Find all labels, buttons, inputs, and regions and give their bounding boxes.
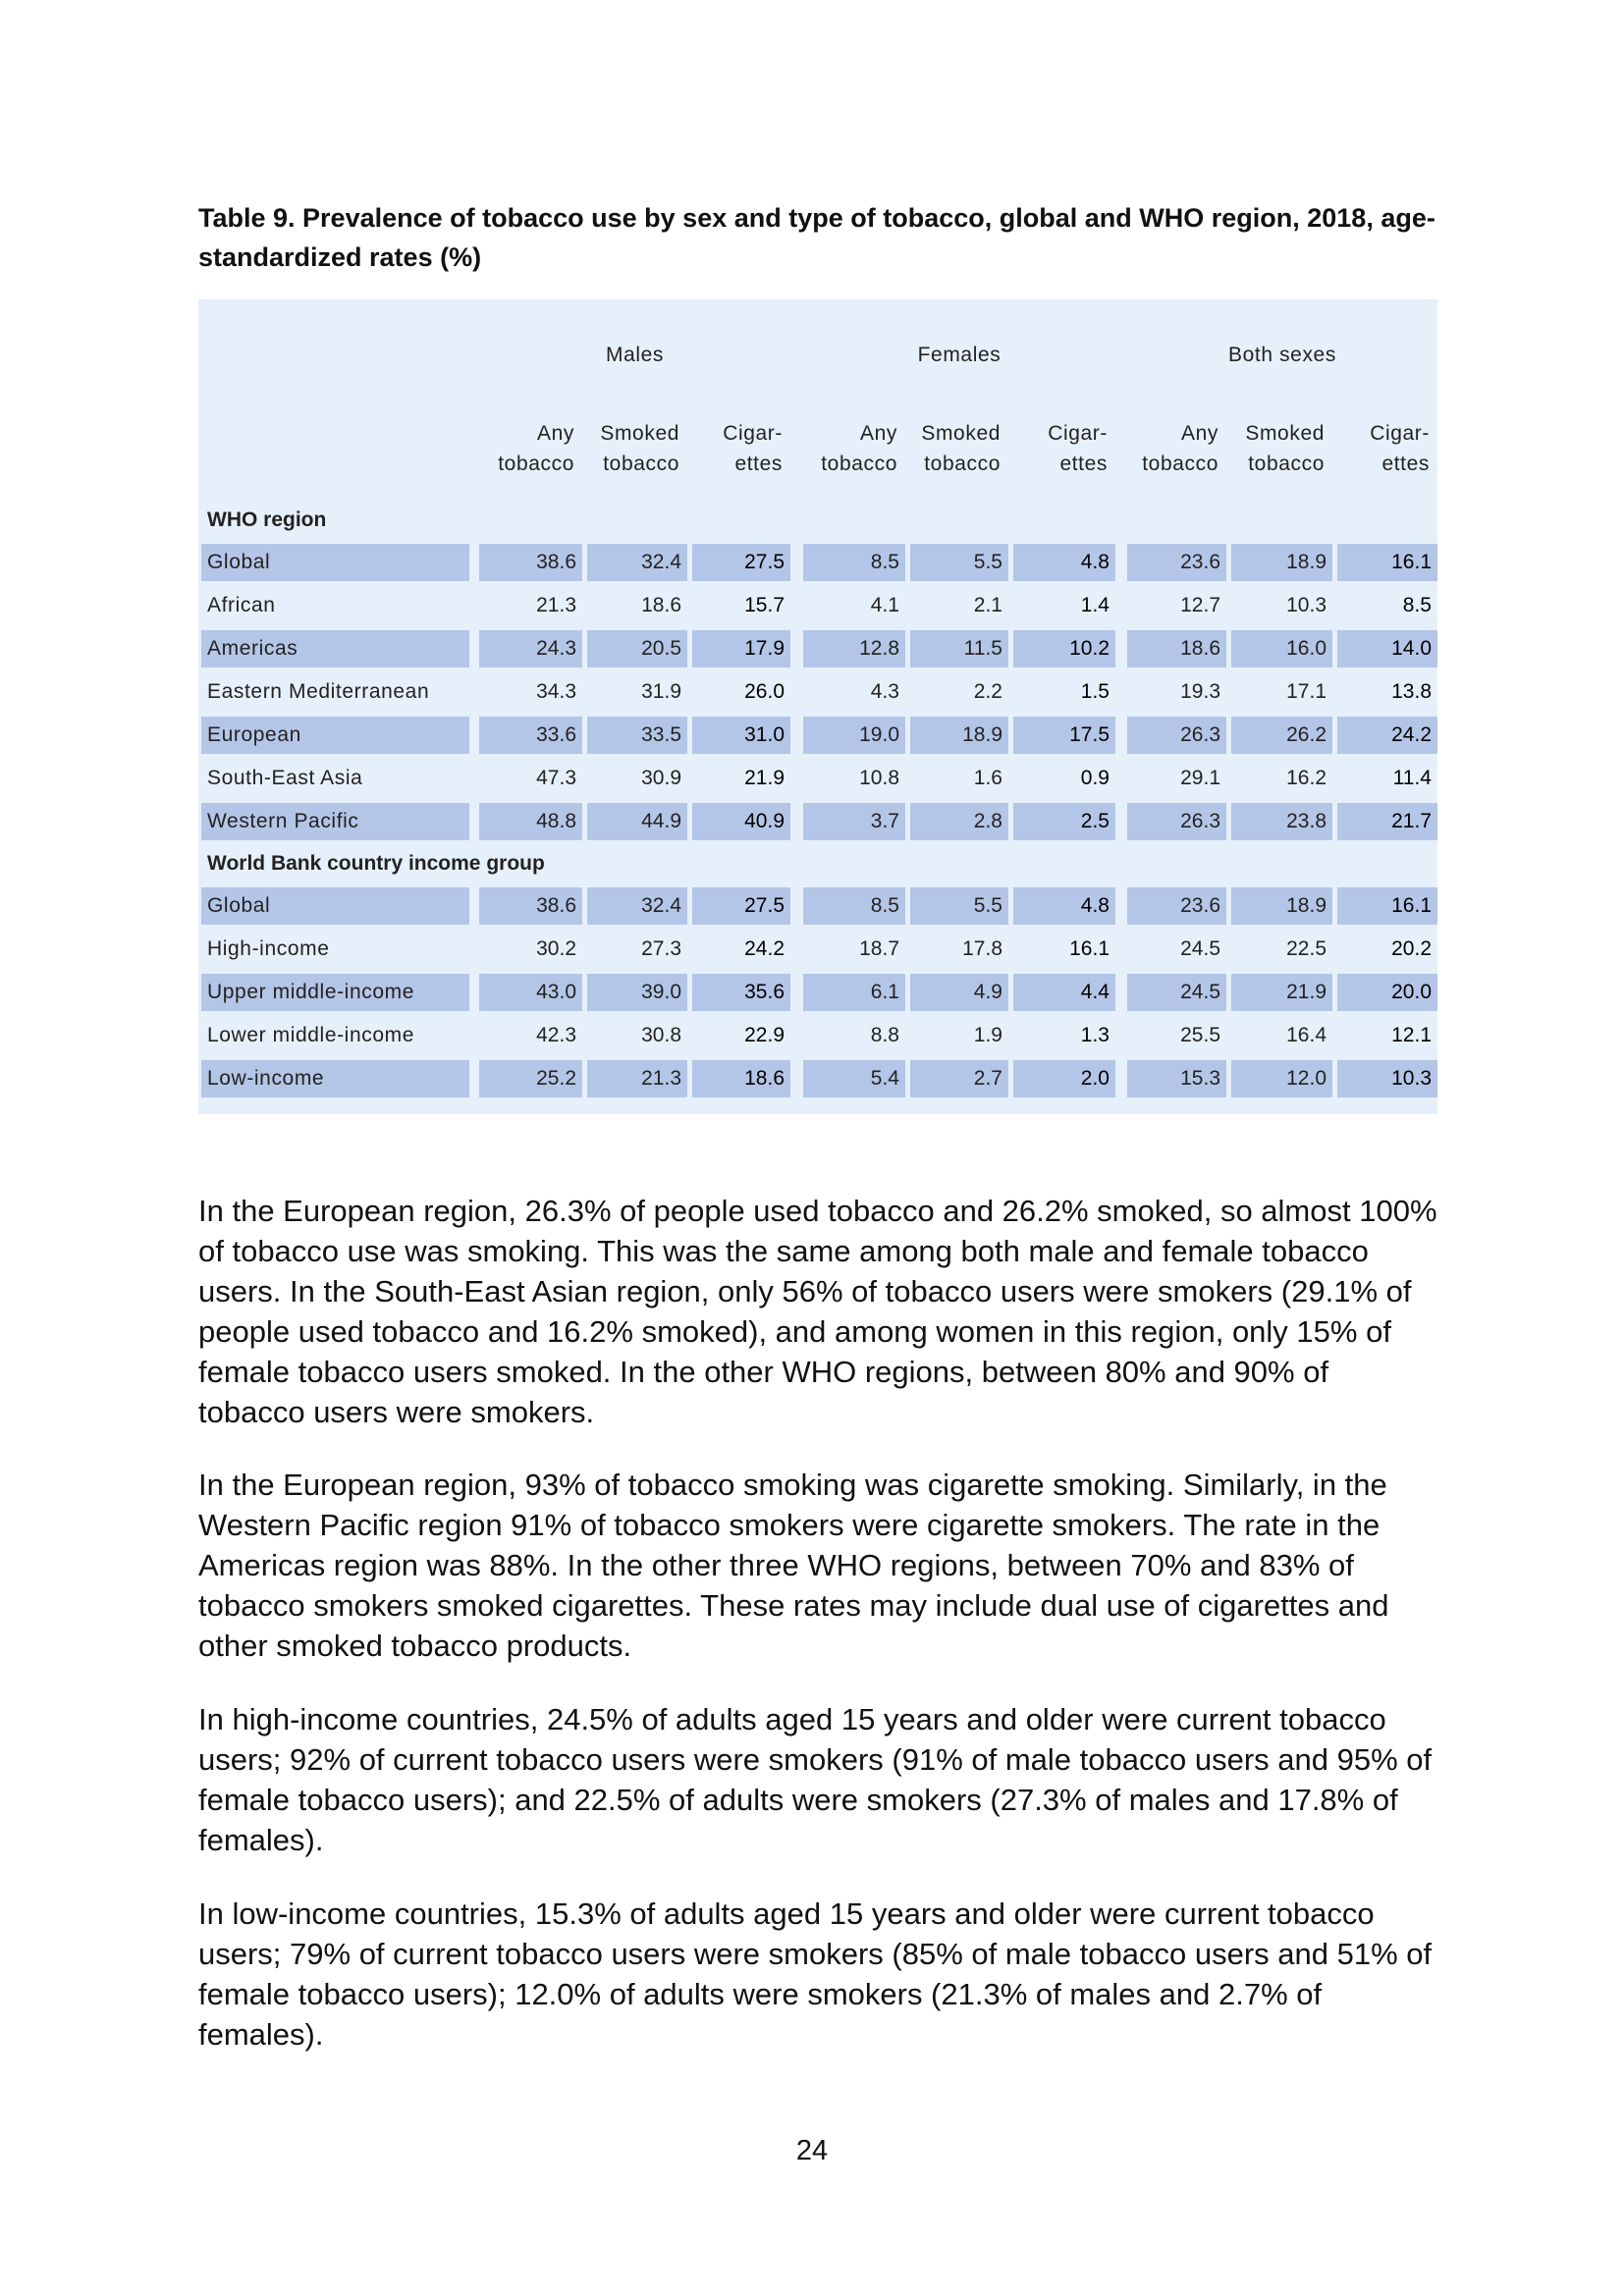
row-label: South-East Asia <box>201 760 469 797</box>
column-header-cig <box>692 402 790 494</box>
table-cell-value: 10.2 <box>1013 630 1115 667</box>
column-header-line: Smoked <box>1245 421 1325 445</box>
table-cell-value: 5.4 <box>803 1060 905 1097</box>
paragraph-2: In the European region, 93% of tobacco smoking was cigarette smoking. Similarly, in the Western Pacific region 91% of tobacco smokers were cigarette smokers. The rate in the Americas region was 88%. In the other three WHO regions, between 70% and 83% of tobacco smokers smoked cigarettes. These rates may include dual use of cigarettes and other smoked tobacco products. <box>198 1468 1389 1663</box>
table-cell-value: 1.6 <box>910 760 1008 797</box>
table-cell-value: 10.3 <box>1337 1060 1437 1097</box>
column-header-any <box>1127 402 1226 494</box>
row-label: Global <box>201 544 469 581</box>
group-header-2: Both sexes <box>1127 314 1437 396</box>
table-cell-value: 18.7 <box>803 931 905 968</box>
table-cell-value: 30.2 <box>479 931 582 968</box>
row-label: Western Pacific <box>201 803 469 840</box>
table-cell-value: 31.0 <box>692 717 790 754</box>
column-header-line: tobacco <box>603 452 679 475</box>
table-cell-value: 24.2 <box>1337 717 1437 754</box>
table-cell-value: 15.7 <box>692 587 790 624</box>
table-cell-value: 2.8 <box>910 803 1008 840</box>
table-cell-value: 17.1 <box>1231 673 1332 711</box>
table-cell-value: 11.4 <box>1337 760 1437 797</box>
table-cell-value: 2.5 <box>1013 803 1115 840</box>
table-cell-value: 33.5 <box>587 717 687 754</box>
table-cell-value: 24.3 <box>479 630 582 667</box>
table-cell-value: 24.5 <box>1127 974 1226 1011</box>
table-cell-value: 6.1 <box>803 974 905 1011</box>
column-header-cig <box>1337 402 1437 494</box>
table-cell-value: 30.9 <box>587 760 687 797</box>
table-cell-value: 24.2 <box>692 931 790 968</box>
table-cell-value: 23.6 <box>1127 544 1226 581</box>
table-cell-value: 43.0 <box>479 974 582 1011</box>
column-header-line: tobacco <box>498 452 574 475</box>
table-cell-value: 8.5 <box>803 544 905 581</box>
table-cell-value: 5.5 <box>910 544 1008 581</box>
page-number: 24 <box>795 2135 829 2166</box>
table-cell-value: 4.8 <box>1013 544 1115 581</box>
table-cell-value: 0.9 <box>1013 760 1115 797</box>
table-cell-value: 22.9 <box>692 1017 790 1054</box>
table-cell-value: 24.5 <box>1127 931 1226 968</box>
column-header-smoked <box>910 402 1008 494</box>
column-header-line: tobacco <box>1248 452 1325 475</box>
column-header-any <box>803 402 905 494</box>
row-label: African <box>201 587 469 624</box>
table-cell-value: 39.0 <box>587 974 687 1011</box>
row-label: Americas <box>201 630 469 667</box>
row-label: Lower middle-income <box>201 1017 469 1054</box>
table-cell-value: 26.3 <box>1127 803 1226 840</box>
table-cell-value: 18.6 <box>692 1060 790 1097</box>
table-cell-value: 1.5 <box>1013 673 1115 711</box>
table-cell-value: 38.6 <box>479 544 582 581</box>
table-cell-value: 12.1 <box>1337 1017 1437 1054</box>
table-cell-value: 42.3 <box>479 1017 582 1054</box>
column-header-cig <box>1013 402 1115 494</box>
table-cell-value: 21.7 <box>1337 803 1437 840</box>
table-cell-value: 8.5 <box>1337 587 1437 624</box>
table-cell-value: 16.1 <box>1337 887 1437 925</box>
paragraph-1: In the European region, 26.3% of people used tobacco and 26.2% smoked, so almost 100% of tobacco use was smoking. This was the same among both male and female tobacco users. In the South-East Asian region, only 56% of tobacco users were smokers (29.1% of people used tobacco and 16.2% smoked), and among women in this region, only 15% of female tobacco users smoked. In the other WHO regions, between 80% and 90% of tobacco users were smokers. <box>198 1194 1437 1429</box>
table-cell-value: 25.5 <box>1127 1017 1226 1054</box>
table-cell-value: 17.9 <box>692 630 790 667</box>
table-cell-value: 16.1 <box>1013 931 1115 968</box>
table-cell-value: 21.9 <box>692 760 790 797</box>
table-cell-value: 3.7 <box>803 803 905 840</box>
section-label: WHO region <box>207 508 327 531</box>
table-cell-value: 19.3 <box>1127 673 1226 711</box>
row-label: High-income <box>201 931 469 968</box>
table-cell-value: 4.9 <box>910 974 1008 1011</box>
table-cell-value: 18.6 <box>1127 630 1226 667</box>
column-header-line: tobacco <box>1142 452 1218 475</box>
table-cell-value: 47.3 <box>479 760 582 797</box>
paragraph-3: In high-income countries, 24.5% of adults aged 15 years and older were current tobacco users; 92% of current tobacco users were smokers (91% of male tobacco users and 95% of female tobacco users); and 22.5% of adults were smokers (27.3% of males and 17.8% of females). <box>198 1702 1433 1857</box>
column-header-any <box>479 402 582 494</box>
column-header-smoked <box>1231 402 1332 494</box>
table-cell-value: 19.0 <box>803 717 905 754</box>
table-cell-value: 8.5 <box>803 887 905 925</box>
table-cell-value: 4.3 <box>803 673 905 711</box>
table-cell-value: 25.2 <box>479 1060 582 1097</box>
paragraph-4: In low-income countries, 15.3% of adults aged 15 years and older were current tobacco users; 79% of current tobacco users were smokers (85% of male tobacco users and 51% of female tobacco users); 12.0% of adults were smokers (21.3% of males and 2.7% of females). <box>198 1896 1433 2052</box>
table-cell-value: 26.3 <box>1127 717 1226 754</box>
table-cell-value: 16.4 <box>1231 1017 1332 1054</box>
table-cell-value: 4.8 <box>1013 887 1115 925</box>
table-cell-value: 18.6 <box>587 587 687 624</box>
header-blank-cell <box>201 314 469 396</box>
table-cell-value: 14.0 <box>1337 630 1437 667</box>
table-cell-value: 2.2 <box>910 673 1008 711</box>
column-header-line: ettes <box>1381 452 1430 475</box>
section-label: World Bank country income group <box>207 852 545 875</box>
table-cell-value: 2.7 <box>910 1060 1008 1097</box>
table-cell-value: 18.9 <box>1231 887 1332 925</box>
column-header-line: tobacco <box>924 452 1001 475</box>
table-cell-value: 29.1 <box>1127 760 1226 797</box>
table-cell-value: 18.9 <box>910 717 1008 754</box>
table-cell-value: 21.3 <box>587 1060 687 1097</box>
table-cell-value: 12.8 <box>803 630 905 667</box>
table-cell-value: 5.5 <box>910 887 1008 925</box>
column-header-line: Cigar- <box>1048 421 1108 445</box>
table-cell-value: 20.2 <box>1337 931 1437 968</box>
row-label: Low-income <box>201 1060 469 1097</box>
table-cell-value: 35.6 <box>692 974 790 1011</box>
table-cell-value: 27.5 <box>692 887 790 925</box>
table-cell-value: 8.8 <box>803 1017 905 1054</box>
table-cell-value: 40.9 <box>692 803 790 840</box>
column-header-line: Any <box>1181 421 1218 445</box>
table-cell-value: 17.5 <box>1013 717 1115 754</box>
table-cell-value: 17.8 <box>910 931 1008 968</box>
table-cell-value: 2.0 <box>1013 1060 1115 1097</box>
column-header-line: Smoked <box>921 421 1001 445</box>
table-cell-value: 2.1 <box>910 587 1008 624</box>
row-label: European <box>201 717 469 754</box>
prevalence-table <box>198 299 1437 1114</box>
table-cell-value: 23.8 <box>1231 803 1332 840</box>
table-cell-value: 20.5 <box>587 630 687 667</box>
table-cell-value: 12.0 <box>1231 1060 1332 1097</box>
table-cell-value: 1.3 <box>1013 1017 1115 1054</box>
group-header-1: Females <box>803 314 1115 396</box>
table-cell-value: 4.1 <box>803 587 905 624</box>
table-cell-value: 48.8 <box>479 803 582 840</box>
table-cell-value: 1.4 <box>1013 587 1115 624</box>
group-header-0: Males <box>479 314 790 396</box>
table-cell-value: 32.4 <box>587 887 687 925</box>
table-cell-value: 13.8 <box>1337 673 1437 711</box>
table-cell-value: 12.7 <box>1127 587 1226 624</box>
table-cell-value: 16.0 <box>1231 630 1332 667</box>
table-cell-value: 31.9 <box>587 673 687 711</box>
table-cell-value: 1.9 <box>910 1017 1008 1054</box>
table-cell-value: 27.5 <box>692 544 790 581</box>
row-label: Global <box>201 887 469 925</box>
table-cell-value: 10.3 <box>1231 587 1332 624</box>
table-cell-value: 4.4 <box>1013 974 1115 1011</box>
column-header-smoked <box>587 402 687 494</box>
column-header-line: Cigar- <box>723 421 783 445</box>
table-cell-value: 30.8 <box>587 1017 687 1054</box>
table-cell-value: 21.9 <box>1231 974 1332 1011</box>
column-header-line: Any <box>860 421 897 445</box>
table-cell-value: 15.3 <box>1127 1060 1226 1097</box>
row-label: Upper middle-income <box>201 974 469 1011</box>
table-cell-value: 26.2 <box>1231 717 1332 754</box>
table-caption: Table 9. Prevalence of tobacco use by sex and type of tobacco, global and WHO region, 2018, age-standardized rates (%) <box>198 203 1435 272</box>
table-cell-value: 38.6 <box>479 887 582 925</box>
table-cell-value: 10.8 <box>803 760 905 797</box>
column-header-line: ettes <box>1059 452 1108 475</box>
table-cell-value: 16.2 <box>1231 760 1332 797</box>
table-cell-value: 27.3 <box>587 931 687 968</box>
row-label: Eastern Mediterranean <box>201 673 469 711</box>
column-header-line: Smoked <box>600 421 679 445</box>
table-cell-value: 34.3 <box>479 673 582 711</box>
column-header-line: tobacco <box>821 452 897 475</box>
table-cell-value: 20.0 <box>1337 974 1437 1011</box>
table-cell-value: 11.5 <box>910 630 1008 667</box>
table-cell-value: 21.3 <box>479 587 582 624</box>
subheader-blank-cell <box>201 402 469 494</box>
table-cell-value: 26.0 <box>692 673 790 711</box>
table-cell-value: 23.6 <box>1127 887 1226 925</box>
table-cell-value: 16.1 <box>1337 544 1437 581</box>
table-cell-value: 32.4 <box>587 544 687 581</box>
column-header-line: ettes <box>734 452 783 475</box>
table-cell-value: 22.5 <box>1231 931 1332 968</box>
table-cell-value: 44.9 <box>587 803 687 840</box>
table-cell-value: 33.6 <box>479 717 582 754</box>
column-header-line: Any <box>537 421 574 445</box>
table-cell-value: 18.9 <box>1231 544 1332 581</box>
column-header-line: Cigar- <box>1370 421 1430 445</box>
